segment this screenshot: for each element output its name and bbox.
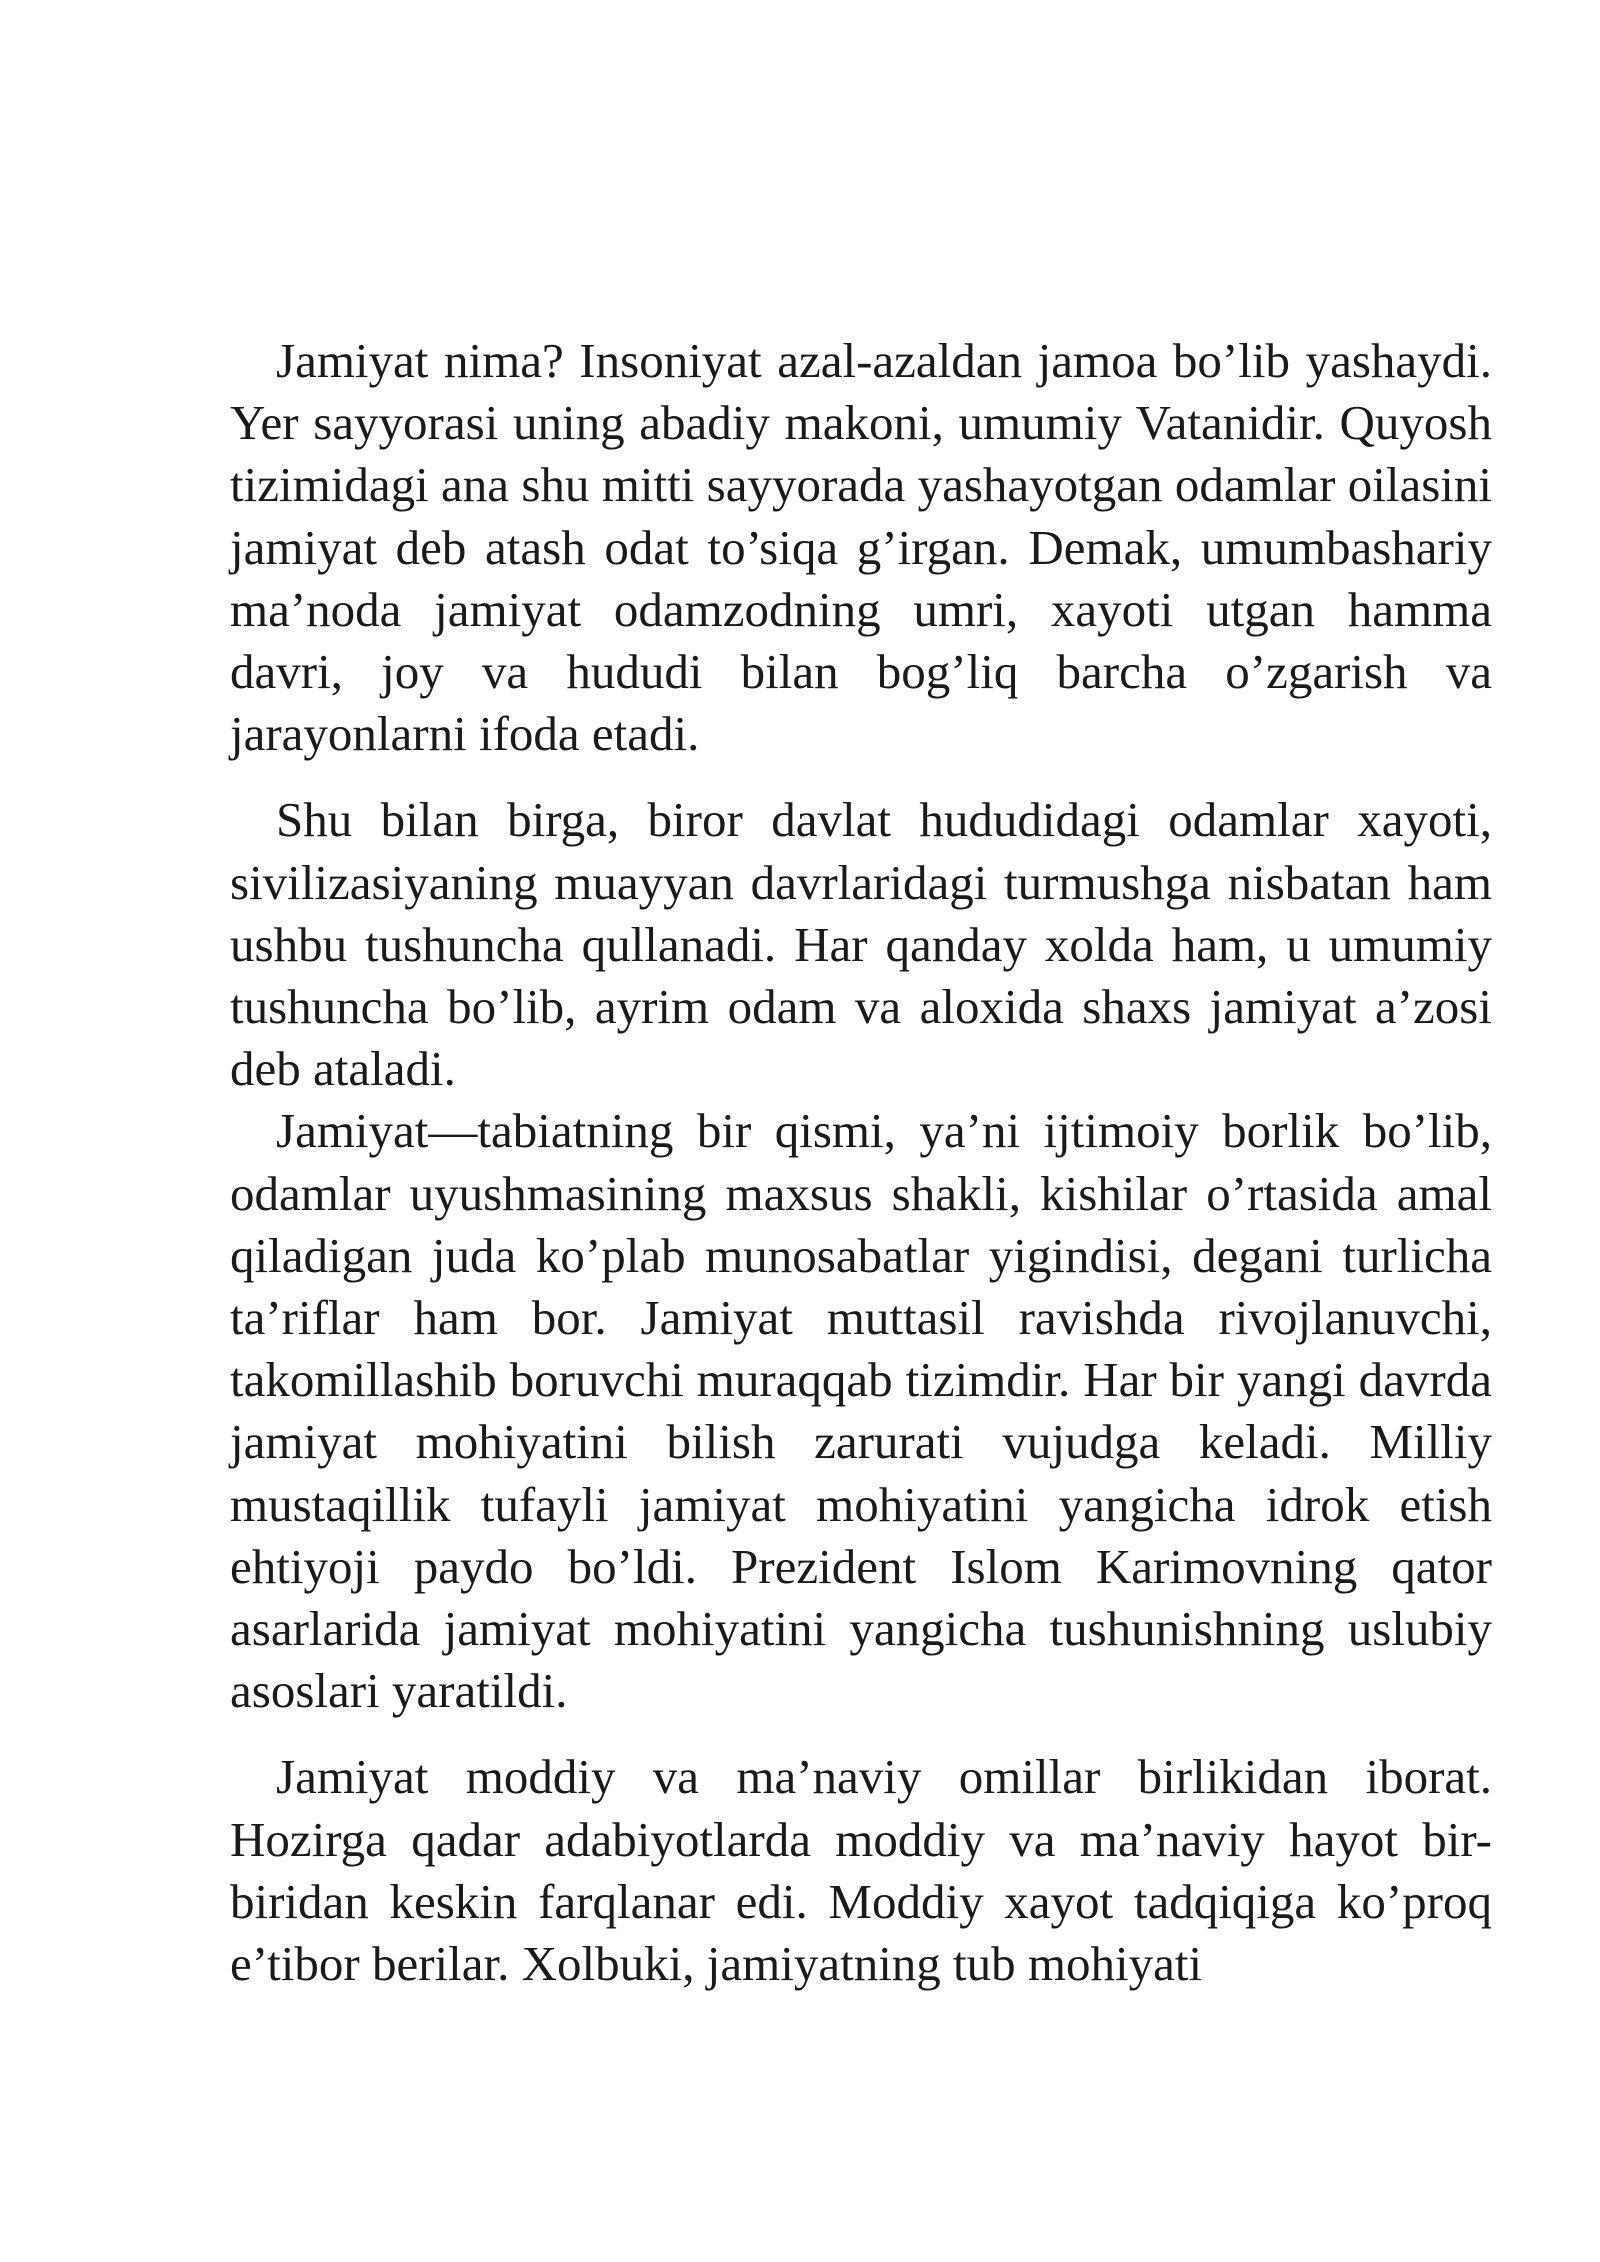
body-text	[230, 330, 1492, 1995]
paragraph-4: Jamiyat moddiy va ma’naviy omillar birlikidan iborat. Hozirga qadar adabiyotlarda moddiy va ma’naviy hayot bir-biridan keskin farqlanar edi. Moddiy xayot tadqiqiga ko’proq e’tibor berilar. Xolbuki, jamiyatning tub mohiyati	[230, 1749, 1492, 1992]
paragraph-3: Jamiyat—tabiatning bir qismi, ya’ni ijtimoiy borlik bo’lib, odamlar uyushmasining maxsus shakli, kishilar o’rtasida amal qiladigan juda ko’plab munosabatlar yigindisi, degani turlicha ta’riflar ham bor. Jamiyat muttasil ravishda rivojlanuvchi, takomillashib boruvchi muraqqab tizimdir. Har bir yangi davrda jamiyat mohiyatini bilish zarurati vujudga keladi. Milliy mustaqillik tufayli jamiyat mohiyatini yangicha idrok etish ehtiyoji paydo bo’ldi. Prezident Islom Karimovning qator asarlarida jamiyat mohiyatini yangicha tushunishning uslubiy asoslari yaratildi.	[230, 1103, 1492, 1719]
paragraph-1: Jamiyat nima? Insoniyat azal-azaldan jamoa bo’lib yashaydi. Yer sayyorasi uning abadiy makoni, umumiy Vatanidir. Quyosh tizimidagi ana shu mitti sayyorada yashayotgan odamlar oilasini jamiyat deb atash odat to’siqa g’irgan. Demak, umumbashariy ma’noda jamiyat odamzodning umri, xayoti utgan hamma davri, joy va hududi bilan bog’liq barcha o’zgarish va jarayonlarni ifoda etadi.	[230, 333, 1492, 762]
paragraph-2: Shu bilan birga, biror davlat hududidagi odamlar xayoti, sivilizasiyaning muayyan davrlaridagi turmushga nisbatan ham ushbu tushuncha qullanadi. Har qanday xolda ham, u umumiy tushuncha bo’lib, ayrim odam va aloxida shaxs jamiyat a’zosi deb ataladi.	[230, 792, 1492, 1097]
